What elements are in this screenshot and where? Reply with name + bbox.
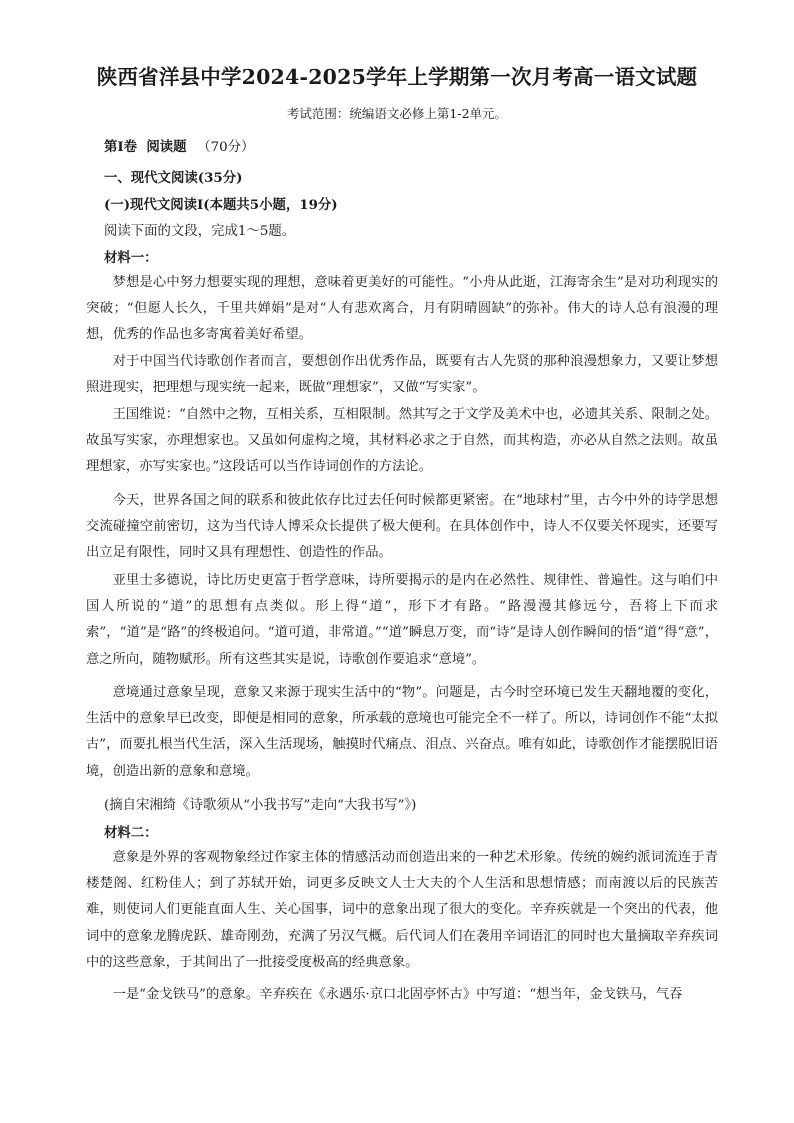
material2-paragraph: 一是“金戈铁马”的意象。辛弃疾在《永遇乐·京口北固亭怀古》中写道：“想当年，金戈铁马，气吞 [112, 987, 683, 1002]
material1-paragraph: 意境通过意象呈现，意象又来源于现实生活中的“物”。问题是，古今时空环境已发生天翻地覆的变化，生活中的意象早已改变，即便是相同的意象，所承载的意境也可能完全不一样了。所以，诗词创作不能“太拟古”，而要扎根当代生活，深入生活现场，触摸时代痛点、泪点、兴奋点。唯有如此，诗歌创作才能摆脱旧语境，创造出新的意象和意境。 [86, 685, 718, 779]
section-heading: 一、现代文阅读(35分) [104, 170, 243, 186]
material1-label: 材料一： [104, 250, 158, 266]
material2-label: 材料二： [104, 825, 158, 841]
material1-paragraph: 梦想是心中努力想要实现的理想，意味着更美好的可能性。“小舟从此逝，江海寄余生”是对功利现实的突破；“但愿人长久，千里共婵娟”是对“人有悲欢离合，月有阴晴圆缺”的弥补。伟大的诗人总有浪漫的理想，优秀的作品也多寄寓着美好希望。 [86, 275, 718, 343]
source-citation: (摘自宋湘绮《诗歌须从“小我书写”走向“大我书写”》) [104, 798, 417, 813]
instruction-text: 阅读下面的文段，完成1～5题。 [104, 224, 296, 239]
exam-title: 陕西省洋县中学2024-2025学年上学期第一次月考高一语文试题 [96, 65, 698, 89]
volume-score: （70分） [197, 140, 255, 155]
volume-heading [104, 136, 254, 155]
subsection-heading: (一)现代文阅读Ⅰ(本题共5小题，19分) [104, 197, 338, 213]
material1-paragraph: 亚里士多德说，诗比历史更富于哲学意味，诗所要揭示的是内在必然性、规律性、普遍性。这与咱们中国人所说的“道”的思想有点类似。形上得“道”，形下才有路。“路漫漫其修远兮，吾将上下而求索”，“道”是“路”的终极追问。“道可道，非常道。”“道”瞬息万变，而“诗”是诗人创作瞬间的悟“道”得“意”，意之所向，随物赋形。所有这些其实是说，诗歌创作要追求“意境”。 [86, 573, 718, 667]
material1-paragraph: 对于中国当代诗歌创作者而言，要想创作出优秀作品，既要有古人先贤的那种浪漫想象力，又要让梦想照进现实，把理想与现实统一起来，既做“理想家”，又做“写实家”。 [86, 354, 718, 396]
exam-scope: 考试范围：统编语文必修上第1-2单元。 [286, 106, 508, 121]
material1-paragraph: 王国维说：“自然中之物，互相关系，互相限制。然其写之于文学及美术中也，必遗其关系、限制之处。故虽写实家，亦理想家也。又虽如何虚构之境，其材料必求之于自然，而其构造，亦必从自然之法则。故虽理想家，亦写实家也。”这段话可以当作诗词创作的方法论。 [86, 407, 718, 475]
material1-paragraph: 今天，世界各国之间的联系和彼此依存比过去任何时候都更紧密。在“地球村”里，古今中外的诗学思想交流碰撞空前密切，这为当代诗人博采众长提供了极大便利。在具体创作中，诗人不仅要关怀现实，还要写出立足有限性，同时又具有理想性、创造性的作品。 [86, 493, 718, 561]
volume-name: 第Ⅰ卷 阅读题 [104, 139, 187, 155]
material2-paragraph: 意象是外界的客观物象经过作家主体的情感活动而创造出来的一种艺术形象。传统的婉约派词流连于青楼楚阁、红粉佳人；到了苏轼开始，词更多反映文人士大夫的个人生活和思想情感；而南渡以后的民族苦难，则使词人们更能直面人生、关心国事，词中的意象出现了很大的变化。辛弃疾就是一个突出的代表，他词中的意象龙腾虎跃、雄奇刚劲，充满了另汉气概。后代词人们在袭用辛词语汇的同时也大量摘取辛弃疾词中的这些意象，于其间出了一批接受度极高的经典意象。 [86, 850, 718, 970]
